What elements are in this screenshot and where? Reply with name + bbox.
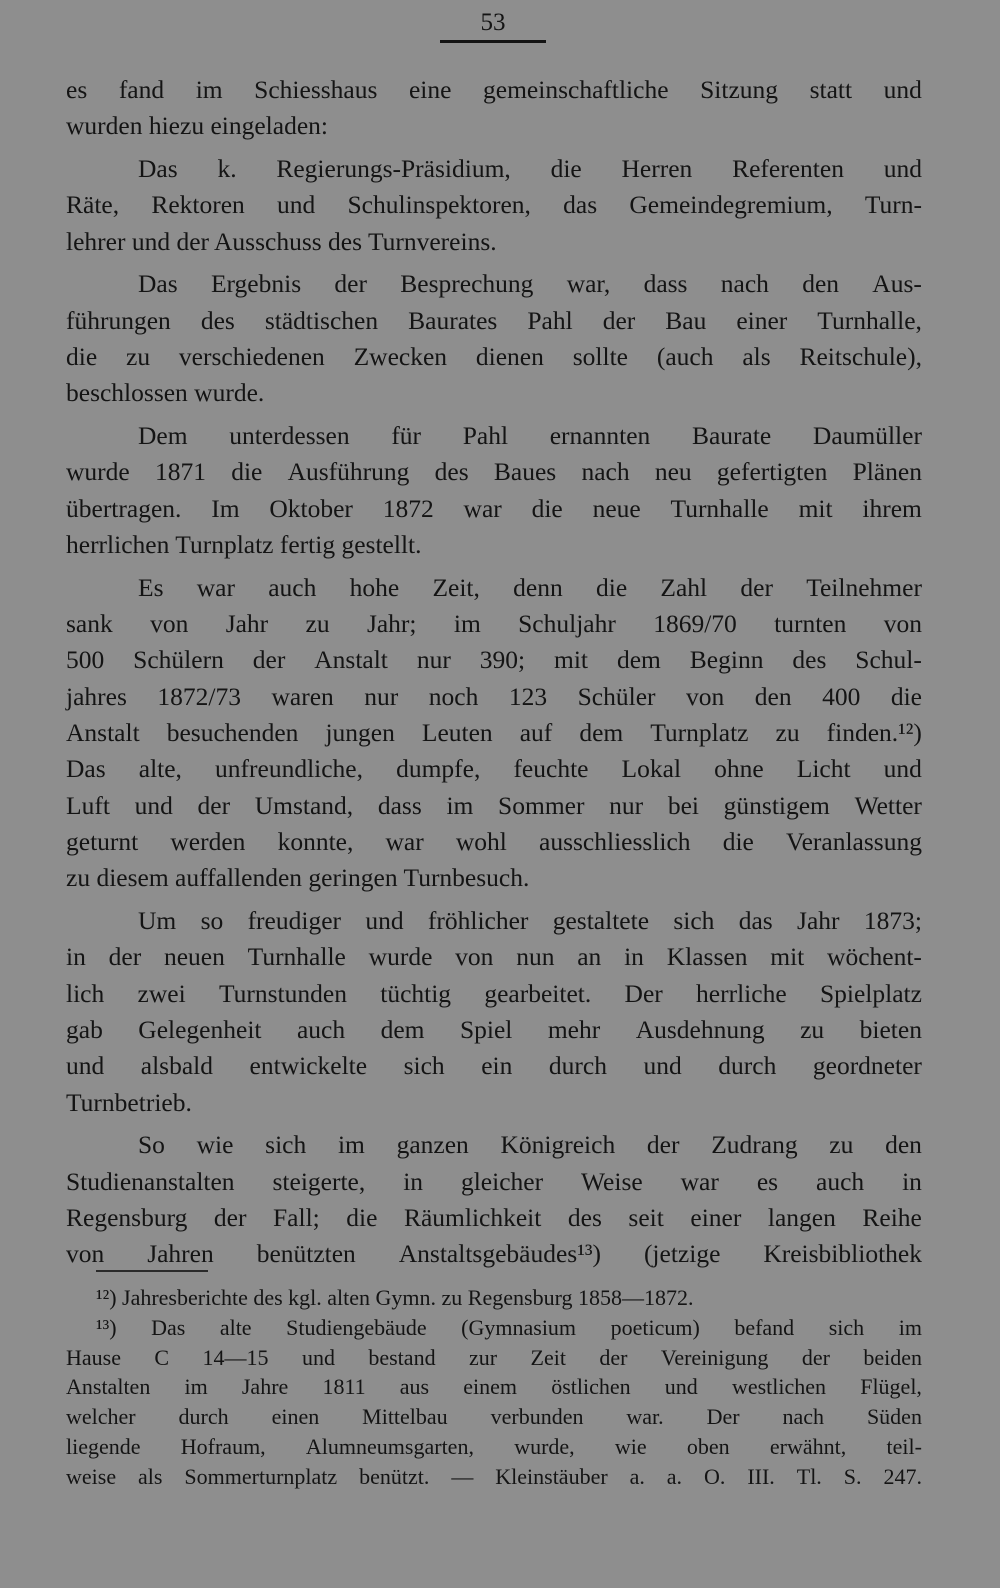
text-line: Es war auch hohe Zeit, denn die Zahl der Teilnehmer xyxy=(138,572,922,602)
footnote-line: Anstalten im Jahre 1811 aus einem östlichen und westlichen Flügel, xyxy=(66,1374,922,1400)
text-line: Das k. Regierungs-Präsidium, die Herren Referenten und xyxy=(138,154,922,184)
text-line: übertragen. Im Oktober 1872 war die neue Turnhalle mit ihrem xyxy=(66,493,922,523)
text-line: von Jahren benützten Anstaltsgebäudes¹³) (jetzige Kreisbibliothek xyxy=(66,1239,922,1269)
text-line: Anstalt besuchenden jungen Leuten auf dem Turnplatz zu finden.¹²) xyxy=(66,718,922,748)
text-line: in der neuen Turnhalle wurde von nun an in Klassen mit wöchent- xyxy=(66,942,922,972)
paragraph xyxy=(66,570,922,897)
footnote xyxy=(66,1283,922,1313)
text-line: Dem unterdessen für Pahl ernannten Baurate Daumüller xyxy=(138,421,922,451)
text-line: führungen des städtischen Baurates Pahl der Bau einer Turnhalle, xyxy=(66,305,922,335)
body-text xyxy=(66,72,922,1273)
text-line: wurde 1871 die Ausführung des Baues nach neu gefertigten Plänen xyxy=(66,457,922,487)
text-line: 500 Schülern der Anstalt nur 390; mit dem Beginn des Schul- xyxy=(66,645,922,675)
text-line: lich zwei Turnstunden tüchtig gearbeitet. Der herrliche Spielplatz xyxy=(66,978,922,1008)
footnote xyxy=(66,1313,922,1492)
text-line: Um so freudiger und fröhlicher gestaltete sich das Jahr 1873; xyxy=(138,906,922,936)
footnote-line: welcher durch einen Mittelbau verbunden war. Der nach Süden xyxy=(66,1404,922,1430)
text-line: gab Gelegenheit auch dem Spiel mehr Ausdehnung zu bieten xyxy=(66,1014,922,1044)
paragraph xyxy=(66,72,922,145)
text-line: Turnbetrieb. xyxy=(66,1087,192,1117)
text-line: lehrer und der Ausschuss des Turnvereins. xyxy=(66,226,497,256)
text-line: geturnt werden konnte, war wohl ausschliesslich die Veranlassung xyxy=(66,826,922,856)
text-line: beschlossen wurde. xyxy=(66,378,265,408)
footnote-line: liegende Hofraum, Alumneumsgarten, wurde, wie oben erwähnt, teil- xyxy=(66,1433,922,1459)
paragraph xyxy=(66,151,922,260)
paragraph xyxy=(66,266,922,411)
text-line: Luft und der Umstand, dass im Sommer nur bei günstigem Wetter xyxy=(66,790,922,820)
text-line: wurden hiezu eingeladen: xyxy=(66,111,328,141)
footnote-line: ¹²) Jahresberichte des kgl. alten Gymn. zu Regensburg 1858—1872. xyxy=(96,1285,694,1310)
text-line: Regensburg der Fall; die Räumlichkeit des seit einer langen Reihe xyxy=(66,1202,922,1232)
text-line: Studienanstalten steigerte, in gleicher Weise war es auch in xyxy=(66,1166,922,1196)
text-line: herrlichen Turnplatz fertig gestellt. xyxy=(66,530,422,560)
text-line: Das alte, unfreundliche, dumpfe, feuchte Lokal ohne Licht und xyxy=(66,754,922,784)
text-line: So wie sich im ganzen Königreich der Zudrang zu den xyxy=(138,1130,922,1160)
text-line: es fand im Schiesshaus eine gemeinschaftliche Sitzung statt und xyxy=(66,75,922,104)
footnote-separator xyxy=(96,1270,208,1272)
paragraph xyxy=(66,903,922,1121)
text-line: jahres 1872/73 waren nur noch 123 Schüler von den 400 die xyxy=(66,681,922,711)
text-line: zu diesem auffallenden geringen Turnbesuch. xyxy=(66,863,530,893)
paragraph xyxy=(66,1127,922,1272)
text-line: und alsbald entwickelte sich ein durch und durch geordneter xyxy=(66,1051,922,1081)
page-number: 53 xyxy=(440,8,546,43)
text-line: Das Ergebnis der Besprechung war, dass nach den Aus- xyxy=(138,269,922,299)
footnote-line: Hause C 14—15 und bestand zur Zeit der Vereinigung der beiden xyxy=(66,1344,922,1370)
text-line: die zu verschiedenen Zwecken dienen sollte (auch als Reitschule), xyxy=(66,342,922,372)
footnote-line: weise als Sommerturnplatz benützt. — Kleinstäuber a. a. O. III. Tl. S. 247. xyxy=(66,1463,922,1489)
paragraph xyxy=(66,418,922,563)
text-line: sank von Jahr zu Jahr; im Schuljahr 1869/70 turnten von xyxy=(66,609,922,639)
footnotes xyxy=(66,1283,922,1492)
text-line: Räte, Rektoren und Schulinspektoren, das Gemeindegremium, Turn- xyxy=(66,190,922,220)
footnote-line: ¹³) Das alte Studiengebäude (Gymnasium poeticum) befand sich im xyxy=(96,1314,922,1340)
